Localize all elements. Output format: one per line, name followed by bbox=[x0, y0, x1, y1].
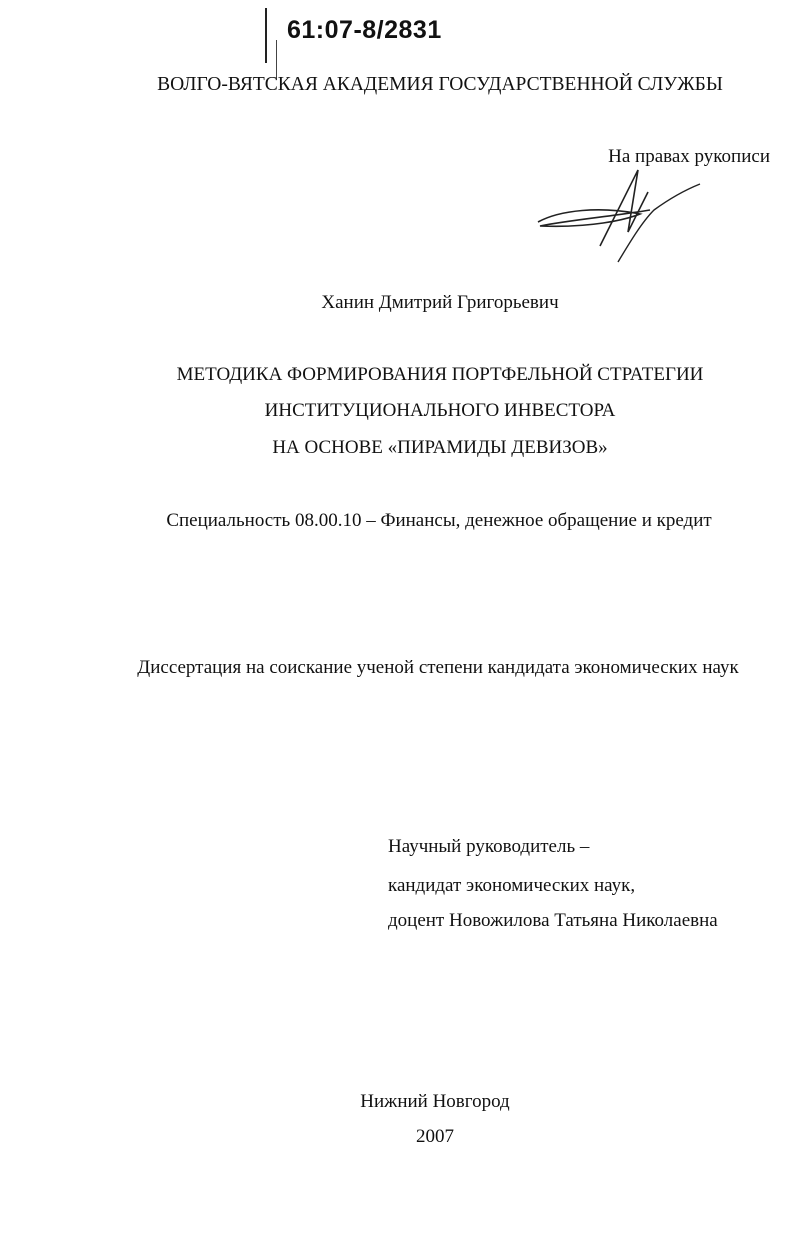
title-line: МЕТОДИКА ФОРМИРОВАНИЯ ПОРТФЕЛЬНОЙ СТРАТЕГИИ bbox=[176, 364, 704, 385]
supervisor-line: Научный руководитель – bbox=[388, 836, 590, 857]
institution-name: ВОЛГО-ВЯТСКАЯ АКАДЕМИЯ ГОСУДАРСТВЕННОЙ СЛУЖБЫ bbox=[157, 74, 723, 95]
archive-stamp: 61:07-8/2831 bbox=[287, 16, 442, 44]
year: 2007 bbox=[416, 1126, 454, 1147]
supervisor-line: кандидат экономических наук, bbox=[388, 875, 636, 896]
dissertation-type: Диссертация на соискание ученой степени кандидата экономических наук bbox=[137, 657, 739, 678]
city: Нижний Новгород bbox=[360, 1091, 510, 1112]
manuscript-rights-note: На правах рукописи bbox=[608, 146, 770, 167]
title-line: НА ОСНОВЕ «ПИРАМИДЫ ДЕВИЗОВ» bbox=[272, 437, 608, 458]
supervisor-line: доцент Новожилова Татьяна Николаевна bbox=[388, 910, 718, 931]
stamp-rule bbox=[265, 8, 267, 63]
specialty: Специальность 08.00.10 – Финансы, денежное обращение и кредит bbox=[166, 510, 712, 531]
signature bbox=[530, 162, 710, 267]
title-line: ИНСТИТУЦИОНАЛЬНОГО ИНВЕСТОРА bbox=[264, 400, 616, 421]
author-name: Ханин Дмитрий Григорьевич bbox=[321, 292, 559, 313]
